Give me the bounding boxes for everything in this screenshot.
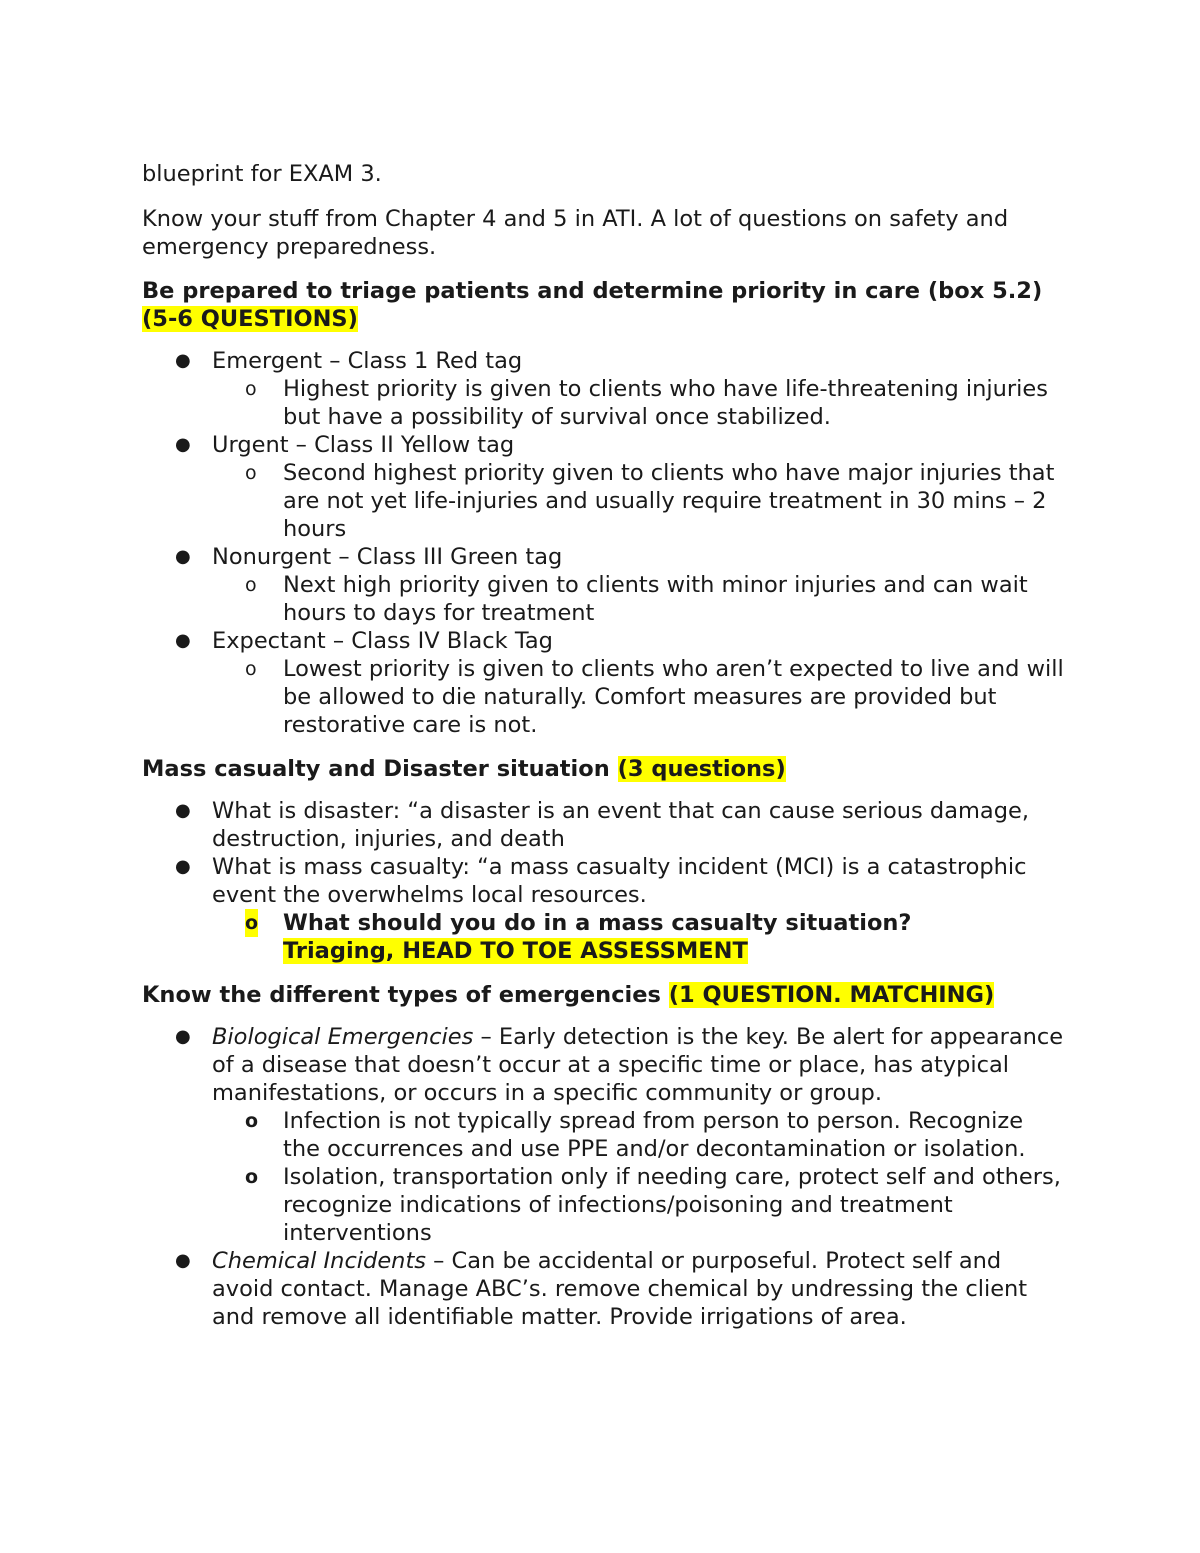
circle-bullet-icon: o bbox=[245, 1110, 259, 1132]
triage-heading bbox=[142, 277, 1067, 333]
circle-bullet-icon: o bbox=[245, 658, 257, 680]
disaster-definition: What is disaster: “a disaster is an event that can cause serious damage, destruction, injuries, and death bbox=[212, 798, 1029, 852]
chemical-incidents-text: – Can be accidental or purposeful. Protect self and avoid contact. Manage ABC’s. remove chemical by undressing the client and remove all identifiable matter. Provide irrigations of area. bbox=[212, 1248, 1028, 1330]
sub-list bbox=[212, 571, 1067, 627]
triage-level-description: Second highest priority given to clients who have major injuries that are not yet life-injuries and usually require treatment in 30 mins – 2 hours bbox=[283, 460, 1055, 542]
sub-list bbox=[212, 909, 1067, 965]
bullet-icon: ● bbox=[175, 546, 191, 567]
triage-question-count: (5-6 QUESTIONS) bbox=[142, 306, 358, 332]
chemical-incidents-label: Chemical Incidents bbox=[212, 1248, 426, 1274]
mass-casualty-heading bbox=[142, 755, 1067, 783]
list-item bbox=[142, 543, 1067, 627]
document-body bbox=[142, 160, 1067, 1347]
emergencies-list bbox=[142, 1023, 1067, 1331]
sub-list bbox=[212, 375, 1067, 431]
mass-casualty-heading-text: Mass casualty and Disaster situation bbox=[142, 756, 618, 782]
triage-list bbox=[142, 347, 1067, 739]
triage-section bbox=[142, 277, 1067, 739]
bullet-icon: ● bbox=[175, 800, 191, 821]
mass-casualty-question: What should you do in a mass casualty situation? bbox=[283, 910, 912, 936]
bullet-icon: ● bbox=[175, 1026, 191, 1047]
circle-bullet-icon: o bbox=[245, 378, 257, 400]
document-title: blueprint for EXAM 3. bbox=[142, 161, 382, 187]
emergencies-section bbox=[142, 981, 1067, 1331]
bullet-icon: ● bbox=[175, 856, 191, 877]
list-item bbox=[142, 853, 1067, 965]
mass-casualty-list bbox=[142, 797, 1067, 965]
emergencies-heading bbox=[142, 981, 1067, 1009]
triage-level-label: Nonurgent – Class III Green tag bbox=[212, 544, 563, 570]
mass-casualty-section bbox=[142, 755, 1067, 965]
triage-level-description: Next high priority given to clients with minor injuries and can wait hours to days for treatment bbox=[283, 572, 1028, 626]
triage-level-label: Emergent – Class 1 Red tag bbox=[212, 348, 523, 374]
triage-level-description: Lowest priority is given to clients who aren’t expected to live and will be allowed to die naturally. Comfort measures are provided but restorative care is not. bbox=[283, 656, 1064, 738]
triage-level-description: Highest priority is given to clients who have life-threatening injuries but have a possibility of survival once stabilized. bbox=[283, 376, 1048, 430]
list-item bbox=[142, 1247, 1067, 1331]
list-item bbox=[142, 627, 1067, 739]
triage-level-label: Expectant – Class IV Black Tag bbox=[212, 628, 553, 654]
bullet-icon: ● bbox=[175, 630, 191, 651]
triage-heading-text: Be prepared to triage patients and determine priority in care (box 5.2) bbox=[142, 278, 1043, 304]
mass-casualty-question-count: (3 questions) bbox=[617, 756, 786, 782]
circle-bullet-icon: o bbox=[245, 574, 257, 596]
sub-list-item bbox=[212, 1163, 1067, 1247]
sub-list bbox=[212, 459, 1067, 543]
emergencies-heading-text: Know the different types of emergencies bbox=[142, 982, 669, 1008]
mass-casualty-answer: Triaging, HEAD TO TOE ASSESSMENT bbox=[283, 938, 748, 964]
list-item bbox=[142, 347, 1067, 431]
circle-bullet-icon: o bbox=[245, 909, 258, 937]
biological-emergencies-text: – Early detection is the key. Be alert for appearance of a disease that doesn’t occur at a specific time or place, has atypical manifestations, or occurs in a specific community or group. bbox=[212, 1024, 1064, 1106]
sub-list bbox=[212, 655, 1067, 739]
sub-list-item bbox=[212, 375, 1067, 431]
bullet-icon: ● bbox=[175, 434, 191, 455]
list-item bbox=[142, 797, 1067, 853]
sub-list-item bbox=[212, 571, 1067, 627]
mass-casualty-definition: What is mass casualty: “a mass casualty incident (MCI) is a catastrophic event the overwhelms local resources. bbox=[212, 854, 1027, 908]
biological-sub-point: Isolation, transportation only if needing care, protect self and others, recognize indications of infections/poisoning and treatment interventions bbox=[283, 1164, 1061, 1246]
list-item bbox=[142, 431, 1067, 543]
bullet-icon: ● bbox=[175, 1250, 191, 1271]
circle-bullet-icon: o bbox=[245, 462, 257, 484]
biological-sub-point: Infection is not typically spread from person to person. Recognize the occurrences and use PPE and/or decontamination or isolation. bbox=[283, 1108, 1026, 1162]
sub-list-item bbox=[212, 909, 1067, 965]
triage-level-label: Urgent – Class II Yellow tag bbox=[212, 432, 515, 458]
sub-list bbox=[212, 1107, 1067, 1247]
sub-list-item bbox=[212, 459, 1067, 543]
sub-list-item bbox=[212, 655, 1067, 739]
intro-paragraph: Know your stuff from Chapter 4 and 5 in ATI. A lot of questions on safety and emergency preparedness. bbox=[142, 206, 1009, 260]
biological-emergencies-label: Biological Emergencies bbox=[212, 1024, 474, 1050]
list-item bbox=[142, 1023, 1067, 1247]
bullet-icon: ● bbox=[175, 350, 191, 371]
circle-bullet-icon: o bbox=[245, 1166, 259, 1188]
sub-list-item bbox=[212, 1107, 1067, 1163]
emergencies-question-count: (1 QUESTION. MATCHING) bbox=[668, 982, 995, 1008]
